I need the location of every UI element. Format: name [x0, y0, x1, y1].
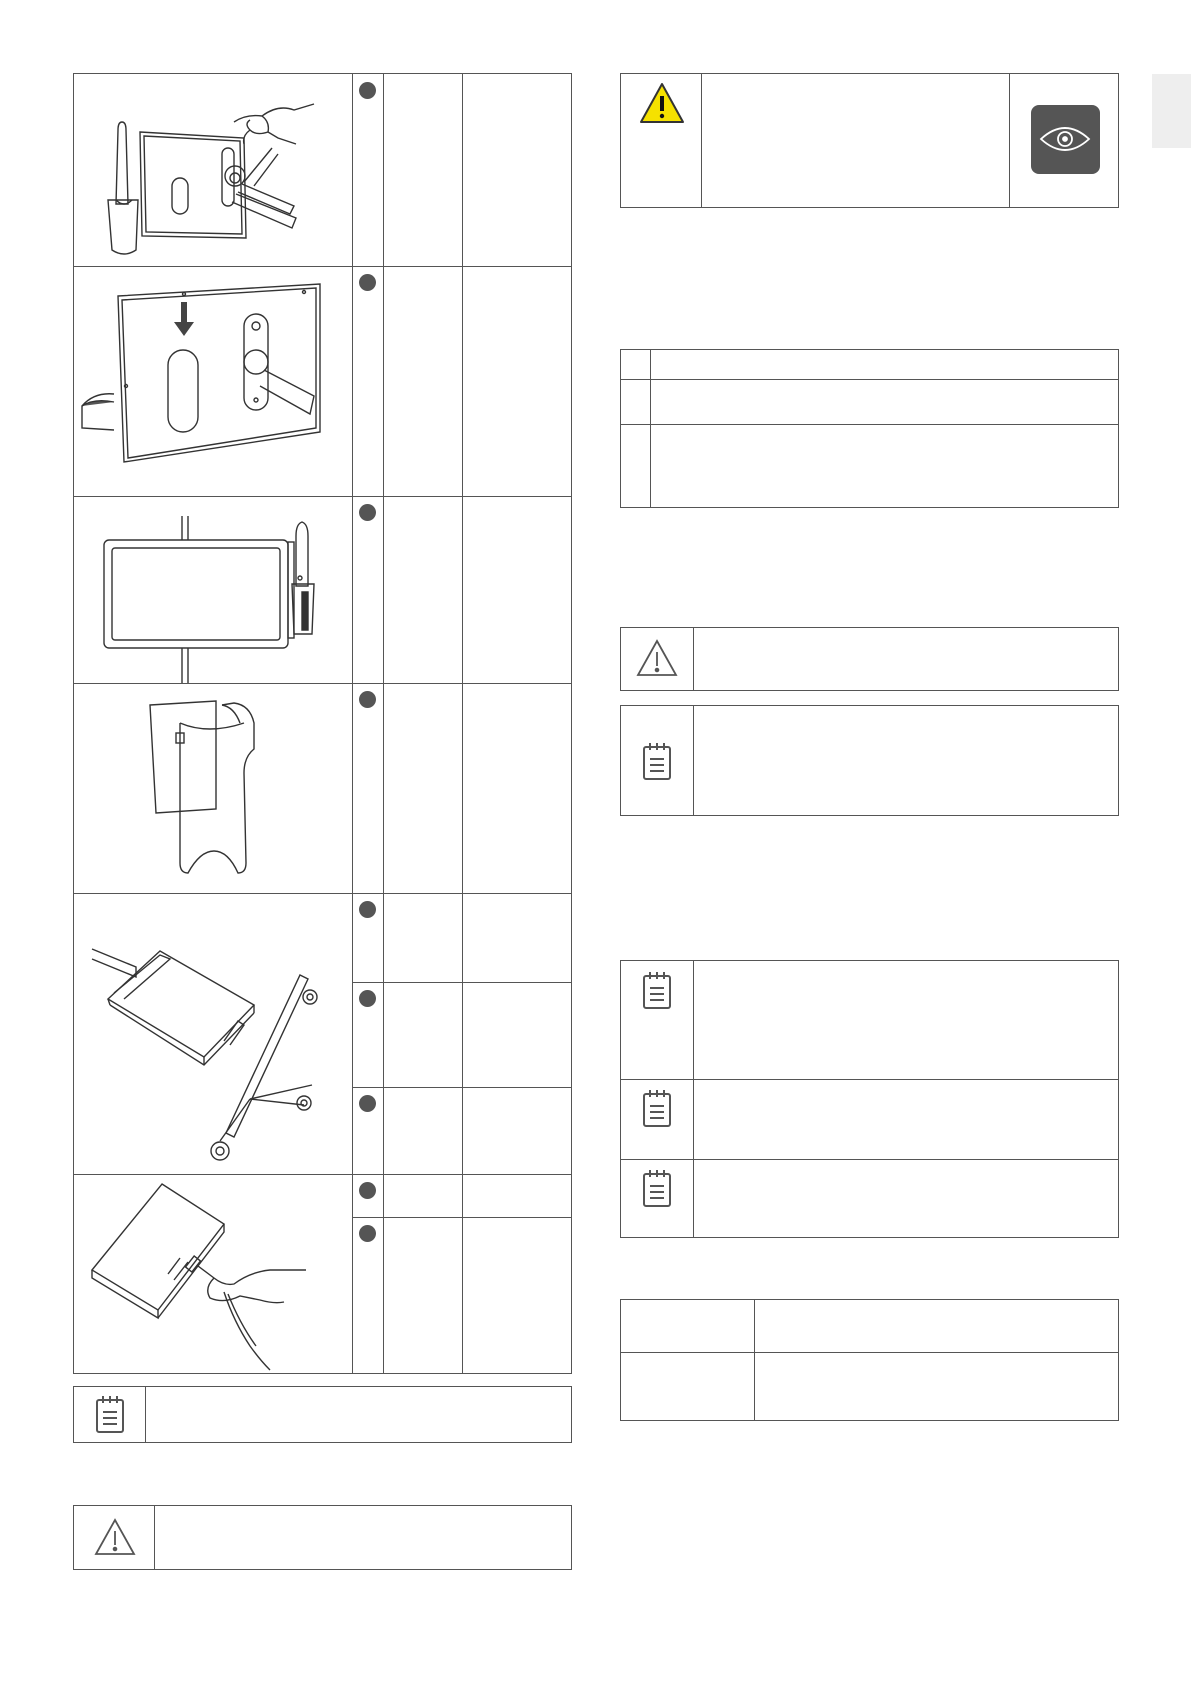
arrow-down-icon — [172, 302, 196, 338]
warning-outline-icon — [636, 639, 678, 677]
warning-box — [73, 1505, 572, 1570]
step-bullet — [359, 1225, 376, 1242]
step-bullet — [359, 1095, 376, 1112]
note-icon — [641, 742, 673, 782]
illustration-connect-cable — [74, 1174, 352, 1373]
section-tab — [1152, 74, 1191, 148]
step-bullet — [359, 82, 376, 99]
warning-yellow-icon — [639, 82, 685, 124]
list-table — [620, 349, 1119, 508]
installation-steps-table — [73, 73, 572, 1374]
step-bullet — [359, 990, 376, 1007]
warning-box — [620, 627, 1119, 691]
info-table — [620, 1299, 1119, 1421]
warning-box-top — [620, 73, 1119, 208]
step-bullet — [359, 691, 376, 708]
illustration-back-plate — [74, 266, 352, 496]
note-icon — [641, 1169, 673, 1209]
illustration-scanner-holder — [74, 683, 352, 893]
illustration-display-on-pole — [74, 496, 352, 683]
note-icon — [641, 1089, 673, 1129]
note-icon — [94, 1395, 126, 1435]
step-bullet — [359, 274, 376, 291]
step-bullet — [359, 1182, 376, 1199]
illustration-cart-tablet — [74, 893, 352, 1174]
note-box — [620, 705, 1119, 816]
step-bullet — [359, 504, 376, 521]
step-bullet — [359, 901, 376, 918]
note-box — [73, 1386, 572, 1443]
eye-icon — [1031, 105, 1100, 174]
note-icon — [641, 971, 673, 1011]
illustration-mount-display — [74, 74, 352, 266]
note-group — [620, 960, 1119, 1238]
warning-outline-icon — [94, 1518, 136, 1556]
